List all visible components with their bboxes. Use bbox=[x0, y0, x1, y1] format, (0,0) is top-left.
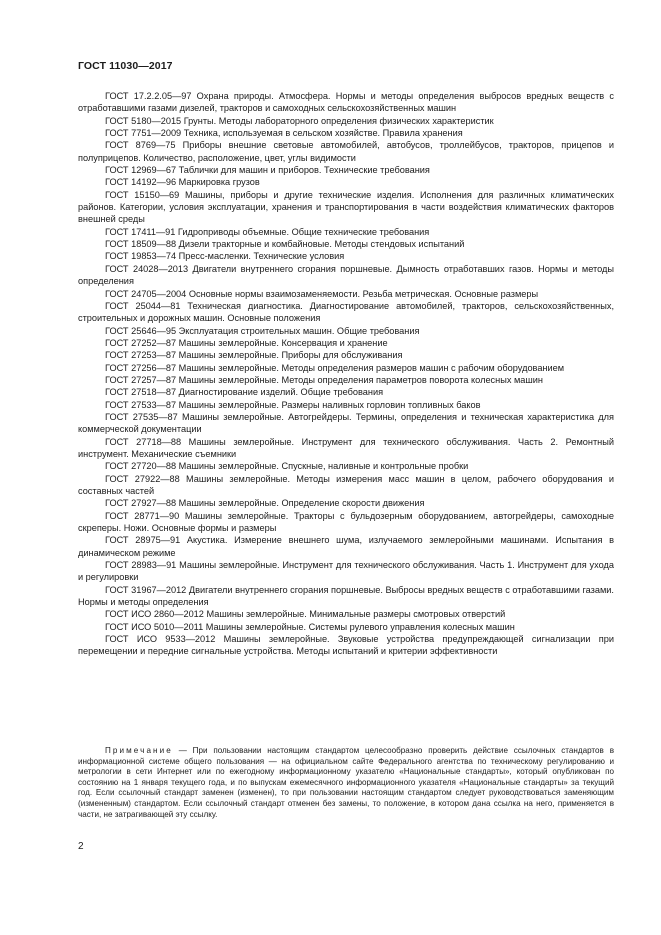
reference-item: ГОСТ 27533—87 Машины землеройные. Размеры наливных горловин топливных баков bbox=[105, 399, 481, 410]
reference-item: ГОСТ 27256—87 Машины землеройные. Методы определения размеров машин с рабочим оборудованием bbox=[105, 362, 565, 373]
reference-item: ГОСТ ИСО 5010—2011 Машины землеройные. Системы рулевого управления колесных машин bbox=[105, 621, 515, 632]
reference-item: ГОСТ 8769—75 Приборы внешние световые автомобилей, автобусов, троллейбусов, тракторов, прицепов и полуприцепов. Количество, расположение, цвет, углы видимости bbox=[78, 140, 614, 163]
reference-item: ГОСТ 5180—2015 Грунты. Методы лабораторного определения физических характеристик bbox=[105, 115, 494, 126]
reference-item: ГОСТ 24028—2013 Двигатели внутреннего сгорания поршневые. Дымность отработавших газов. Нормы и методы определения bbox=[78, 263, 614, 287]
reference-item: ГОСТ 27720—88 Машины землеройные. Спускные, наливные и контрольные пробки bbox=[105, 461, 469, 472]
reference-item: ГОСТ 27927—88 Машины землеройные. Определение скорости движения bbox=[105, 498, 425, 509]
reference-item: ГОСТ 27535—87 Машины землеройные. Автогрейдеры. Термины, определения и техническая характеристика для коммерческой документации bbox=[78, 411, 614, 435]
reference-item: ГОСТ 27252—87 Машины землеройные. Консервация и хранение bbox=[105, 337, 388, 348]
reference-item: ГОСТ 14192—96 Маркировка грузов bbox=[105, 177, 260, 188]
reference-item: ГОСТ 15150—69 Машины, приборы и другие технические изделия. Исполнения для различных климатических районов. Категории, условия эксплуатации, хранения и транспортирования в части воздействия климатических факторов внешней среды bbox=[78, 189, 614, 225]
reference-item: ГОСТ 27253—87 Машины землеройные. Приборы для обслуживания bbox=[105, 350, 403, 361]
reference-item: ГОСТ 31967—2012 Двигатели внутреннего сгорания поршневые. Выбросы вредных веществ с отработавшими газами. Нормы и методы определения bbox=[78, 584, 614, 608]
reference-item: ГОСТ ИСО 2860—2012 Машины землеройные. Минимальные размеры смотровых отверстий bbox=[105, 609, 506, 620]
reference-item: ГОСТ 17.2.2.05—97 Охрана природы. Атмосфера. Нормы и методы определения выбросов вредных веществ с отработавшими газами дизелей, тракторов и самоходных сельскохозяйственных машин bbox=[78, 91, 614, 114]
reference-item: ГОСТ 27718—88 Машины землеройные. Инструмент для технического обслуживания. Часть 2. Ремонтный инструмент. Механические съемники bbox=[78, 436, 614, 459]
reference-item: ГОСТ 28975—91 Акустика. Измерение внешнего шума, излучаемого землеройными машинами. Испытания в динамическом режиме bbox=[78, 535, 614, 558]
reference-item: ГОСТ 27257—87 Машины землеройные. Методы определения параметров поворота колесных машин bbox=[105, 374, 543, 385]
reference-item: ГОСТ 19853—74 Пресс-масленки. Технические условия bbox=[105, 251, 345, 262]
reference-item: ГОСТ 7751—2009 Техника, используемая в сельском хозяйстве. Правила хранения bbox=[105, 128, 463, 139]
reference-item: ГОСТ 28983—91 Машины землеройные. Инструмент для технического обслуживания. Часть 1. Инструмент для ухода и регулировки bbox=[78, 560, 614, 583]
note-paragraph bbox=[78, 746, 614, 820]
reference-item: ГОСТ 17411—91 Гидроприводы объемные. Общие технические требования bbox=[105, 226, 430, 237]
reference-item: ГОСТ 27518—87 Диагностирование изделий. Общие требования bbox=[105, 387, 384, 398]
reference-item: ГОСТ 28771—90 Машины землеройные. Тракторы с бульдозерным оборудованием, автогрейдеры, самоходные скреперы. Ножи. Основные формы и размеры bbox=[78, 510, 614, 534]
reference-item: ГОСТ 25044—81 Техническая диагностика. Диагностирование автомобилей, тракторов, сельскохозяйственных, строительных и дорожных машин. Основные положения bbox=[78, 300, 614, 324]
note-text: — При пользовании настоящим стандартом целесообразно проверить действие ссылочных стандартов в информационной системе общего пользования — на официальном сайте Федерального агентства по техническому регулированию и метрологии в сети Интернет или по ежегодному информационному указателю «Национальные стандарты», который опубликован по состоянию на 1 января текущего года, и по выпускам ежемесячного информационного указателя «Национальные стандарты» за текущий год. Если ссылочный стандарт заменен (изменен), то при пользовании настоящим стандартом следует руководствоваться заменяющим (измененным) стандартом. Если ссылочный стандарт отменен без замены, то положение, в котором дана ссылка на него, применяется в части, не затрагивающей эту ссылку. bbox=[78, 746, 614, 819]
reference-item: ГОСТ 27922—88 Машины землеройные. Методы измерения масс машин в целом, рабочего оборудования и составных частей bbox=[78, 473, 614, 496]
reference-item: ГОСТ ИСО 9533—2012 Машины землеройные. Звуковые устройства предупреждающей сигнализации при перемещении и передние сигнальные устройства. Методы испытаний и критерии эффективности bbox=[78, 634, 614, 657]
normative-references-list bbox=[78, 90, 614, 658]
document-header: ГОСТ 11030—2017 bbox=[78, 60, 173, 72]
note-label: Примечание bbox=[105, 746, 173, 755]
reference-item: ГОСТ 25646—95 Эксплуатация строительных машин. Общие требования bbox=[105, 325, 420, 336]
page-number: 2 bbox=[78, 841, 84, 852]
reference-item: ГОСТ 24705—2004 Основные нормы взаимозаменяемости. Резьба метрическая. Основные размеры bbox=[105, 288, 539, 299]
reference-item: ГОСТ 18509—88 Дизели тракторные и комбайновые. Методы стендовых испытаний bbox=[105, 239, 465, 250]
reference-item: ГОСТ 12969—67 Таблички для машин и приборов. Технические требования bbox=[105, 165, 430, 176]
